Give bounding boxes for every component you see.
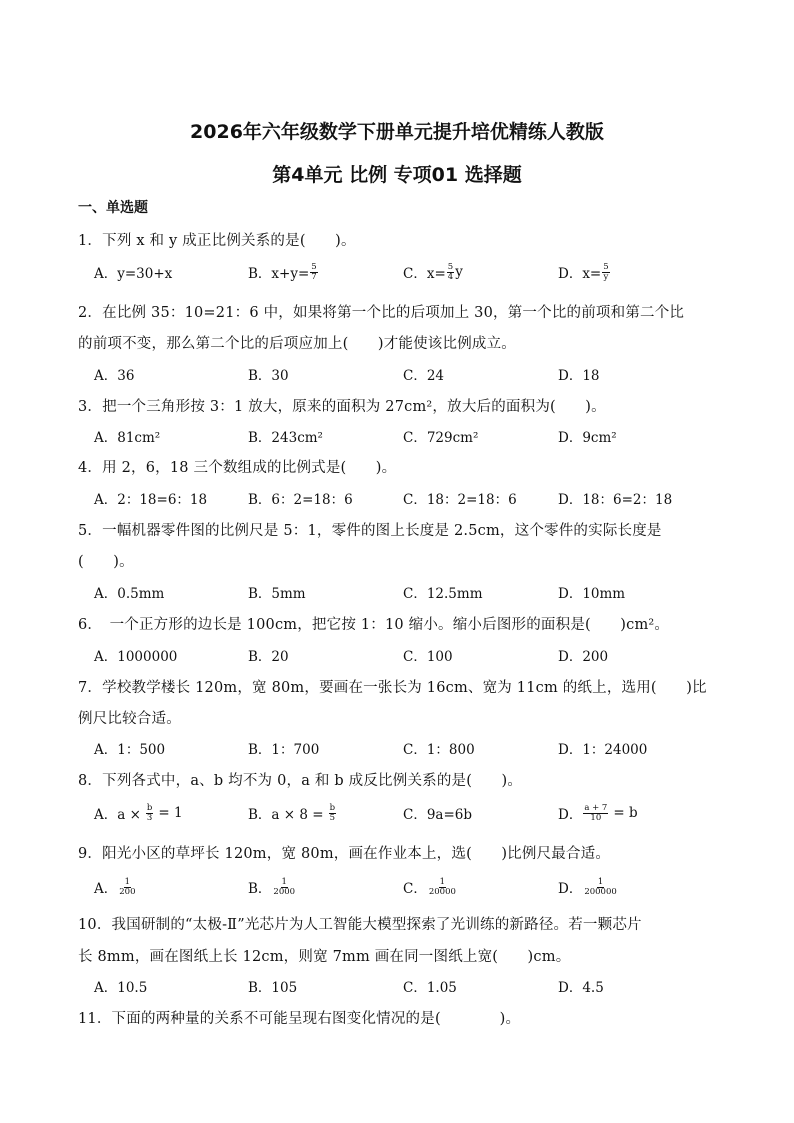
question-2-options: [0, 364, 794, 386]
option-d[interactable]: [558, 262, 611, 282]
option-d[interactable]: D．18: [558, 368, 600, 384]
numerator: 5: [311, 261, 317, 272]
option-c[interactable]: [403, 877, 458, 897]
option-d[interactable]: D．4.5: [558, 980, 604, 996]
option-c[interactable]: C．729cm²: [403, 430, 479, 446]
option-b-text: B．x+y=: [248, 266, 310, 282]
denominator: 20000: [428, 886, 456, 897]
question-2-text-line-2: 的前项不变，那么第二个比的后项应加上( )才能使该比例成立。: [78, 336, 517, 352]
option-c[interactable]: C．12.5mm: [403, 586, 483, 602]
question-9-text: 9．阳光小区的草坪长 120m，宽 80m，画在作业本上，选( )比例尺最合适。: [78, 846, 611, 862]
option-b[interactable]: B．243cm²: [248, 430, 323, 446]
option-b[interactable]: B．6：2=18：6: [248, 492, 353, 508]
fraction: [118, 878, 136, 897]
numerator: 1: [124, 876, 131, 887]
denominator: 4: [447, 271, 454, 282]
option-b-text: B．: [248, 881, 272, 897]
option-b[interactable]: [248, 262, 319, 282]
option-d[interactable]: D．200: [558, 649, 609, 665]
option-c-text: C．: [403, 881, 427, 897]
option-d-text: D．: [558, 807, 583, 823]
question-1-options: [0, 262, 794, 284]
denominator: 10: [590, 812, 602, 823]
option-b[interactable]: [248, 877, 297, 897]
question-1-text: 1．下列 x 和 y 成正比例关系的是( )。: [78, 233, 356, 249]
numerator: b: [146, 802, 153, 813]
denominator: 200000: [584, 886, 617, 897]
option-a[interactable]: A．81cm²: [94, 430, 161, 446]
denominator: y: [603, 271, 609, 282]
fraction: [329, 804, 336, 823]
option-b-text: B．a × 8 =: [248, 807, 324, 823]
question-7-text-line-1: 7．学校教学楼长 120m，宽 80m，要画在一张长为 16cm、宽为 11cm 的纸上，选用( )比: [78, 680, 707, 696]
fraction: [428, 878, 457, 897]
fraction: [272, 878, 296, 897]
denominator: 2000: [273, 886, 296, 897]
option-d-text: D．: [558, 881, 583, 897]
option-d[interactable]: D．18：6=2：18: [558, 492, 673, 508]
question-10-options: [0, 976, 794, 998]
denominator: 200: [119, 886, 136, 897]
option-c[interactable]: C．18：2=18：6: [403, 492, 517, 508]
question-4-text: 4．用 2，6，18 三个数组成的比例式是( )。: [78, 460, 397, 476]
option-d[interactable]: [558, 803, 638, 823]
fraction: [583, 804, 608, 823]
question-8-text: 8．下列各式中，a、b 均不为 0，a 和 b 成反比例关系的是( )。: [78, 773, 523, 789]
option-a[interactable]: A．y=30+x: [94, 266, 173, 282]
numerator: 1: [281, 876, 287, 887]
option-c[interactable]: C．9a=6b: [403, 807, 473, 823]
option-a[interactable]: A．36: [94, 368, 135, 384]
question-3-text: 3．把一个三角形按 3：1 放大，原来的面积为 27cm²，放大后的面积为( )。: [78, 399, 606, 415]
document-subtitle: 第4单元 比例 专项01 选择题: [272, 164, 522, 186]
fraction: [310, 263, 317, 282]
option-d[interactable]: D．1：24000: [558, 742, 648, 758]
option-c[interactable]: C．1：800: [403, 742, 475, 758]
option-b[interactable]: B．105: [248, 980, 298, 996]
option-b[interactable]: [248, 803, 337, 823]
numerator: 1: [597, 876, 604, 887]
denominator: 5: [329, 812, 335, 823]
option-b[interactable]: B．5mm: [248, 586, 306, 602]
option-a[interactable]: A．0.5mm: [94, 586, 165, 602]
option-c[interactable]: C．100: [403, 649, 453, 665]
numerator: a + 7: [584, 802, 608, 813]
option-b[interactable]: B．20: [248, 649, 289, 665]
numerator: 1: [439, 876, 446, 887]
question-5-text-line-1: 5．一幅机器零件图的比例尺是 5：1，零件的图上长度是 2.5cm，这个零件的实际长度是: [78, 523, 662, 539]
question-11-text: 11．下面的两种量的关系不可能呈现右图变化情况的是( )。: [78, 1011, 521, 1027]
option-a-suffix: = 1: [158, 805, 183, 821]
document-title: 2026年六年级数学下册单元提升培优精练人教版: [190, 121, 604, 143]
fraction: [602, 263, 609, 282]
fraction: [447, 263, 454, 282]
question-7-options: [0, 738, 794, 760]
option-b[interactable]: B．1：700: [248, 742, 320, 758]
question-2-text-line-1: 2．在比例 35：10=21：6 中，如果将第一个比的后项加上 30，第一个比的前项和第二个比: [78, 305, 685, 321]
option-b[interactable]: B．30: [248, 368, 289, 384]
numerator: b: [329, 802, 336, 813]
question-3-options: [0, 426, 794, 448]
option-c-text: C．x=: [403, 266, 446, 282]
option-c[interactable]: C．1.05: [403, 980, 457, 996]
option-c[interactable]: [403, 262, 463, 282]
fraction: [583, 878, 617, 897]
option-a[interactable]: A．1000000: [94, 649, 178, 665]
section-heading: 一、单选题: [78, 200, 148, 216]
option-a-text: A．: [94, 881, 118, 897]
denominator: 7: [311, 271, 317, 282]
option-d[interactable]: D．9cm²: [558, 430, 617, 446]
question-5-text-line-2: ( )。: [78, 554, 134, 570]
option-d[interactable]: D．10mm: [558, 586, 626, 602]
question-6-text: 6． 一个正方形的边长是 100cm，把它按 1：10 缩小。缩小后图形的面积是( )cm²。: [78, 617, 670, 633]
numerator: 5: [603, 261, 609, 272]
question-5-options: [0, 582, 794, 604]
option-d-text: D．x=: [558, 266, 602, 282]
numerator: 5: [447, 261, 454, 272]
denominator: 3: [146, 812, 153, 823]
option-d[interactable]: [558, 877, 619, 897]
question-4-options: [0, 488, 794, 510]
option-c-suffix: y: [455, 264, 463, 280]
option-a[interactable]: A．10.5: [94, 980, 148, 996]
question-9-options: [0, 877, 794, 899]
question-6-options: [0, 645, 794, 667]
question-10-text-line-2: 长 8mm，画在图纸上长 12cm，则宽 7mm 画在同一图纸上宽( )cm。: [78, 949, 571, 965]
option-c[interactable]: C．24: [403, 368, 445, 384]
option-a[interactable]: A．2：18=6：18: [94, 492, 208, 508]
question-10-text-line-1: 10．我国研制的“太极-Ⅱ”光芯片为人工智能大模型探索了光训练的新路径。若一颗芯片: [78, 917, 642, 933]
option-d-suffix: = b: [613, 805, 638, 821]
fraction: [146, 804, 153, 823]
option-a[interactable]: [94, 803, 183, 823]
option-a-text: A．a ×: [94, 807, 141, 823]
question-7-text-line-2: 例尺比较合适。: [78, 711, 181, 727]
option-a[interactable]: A．1：500: [94, 742, 166, 758]
question-8-options: [0, 803, 794, 825]
option-a[interactable]: [94, 877, 137, 897]
